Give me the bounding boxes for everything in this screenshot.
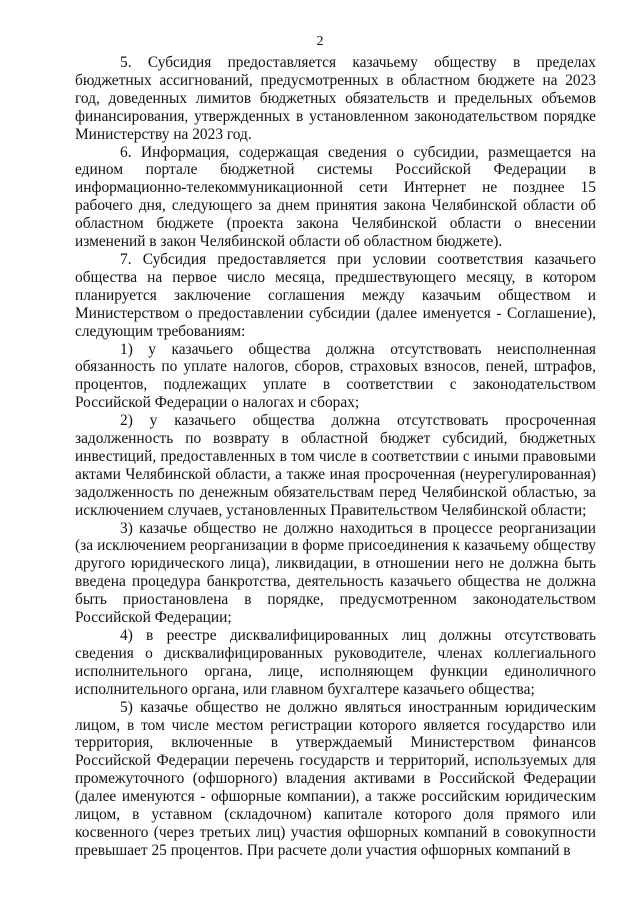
paragraph-item-6-information: 6. Информация, содержащая сведения о субсидии, размещается на едином портале бюджетной системы Российской Федерации в информационно-телекоммуникационной сети Интернет не позднее 15 рабочего дня, следующего за днем принятия закона Челябинской области об областном бюджете (проекта закона Челябинской области о внесении изменений в закон Челябинской области об областном бюджете). bbox=[75, 143, 596, 251]
requirement-5-foreign-entity: 5) казачье общество не должно являться иностранным юридическим лицом, в том числе местом регистрации которого является государство или территория, включенные в утверждаемый Министерством финансов Российской Федерации перечень государств и территорий, используемых для промежуточного (офшорного) владения активами в Российской Федерации (далее именуются - офшорные компании), а также российским юридическим лицом, в уставном (складочном) капитале которого доля прямого или косвенного (через третьих лиц) участия офшорных компаний в совокупности превышает 25 процентов. При расчете доли участия офшорных компаний в bbox=[75, 698, 596, 859]
requirement-1-taxes: 1) у казачьего общества должна отсутствовать неисполненная обязанность по уплате налогов, сборов, страховых взносов, пеней, штрафов, процентов, подлежащих уплате в соответствии с законодательством Российской Федерации о налогах и сборах; bbox=[75, 340, 596, 412]
paragraph-item-5-budget: 5. Субсидия предоставляется казачьему обществу в пределах бюджетных ассигнований, предусмотренных в областном бюджете на 2023 год, доведенных лимитов бюджетных обязательств и предельных объемов финансирования, утвержденных в установленном законодательством порядке Министерству на 2023 год. bbox=[75, 54, 596, 143]
requirement-2-debt: 2) у казачьего общества должна отсутствовать просроченная задолженность по возврату в областной бюджет субсидий, бюджетных инвестиций, предоставленных в том числе в соответствии с иными правовыми актами Челябинской области, а также иная просроченная (неурегулированная) задолженность по денежным обязательствам перед Челябинской областью, за исключением случаев, установленных Правительством Челябинской области; bbox=[75, 412, 596, 519]
requirement-3-reorganization: 3) казачье общество не должно находиться в процессе реорганизации (за исключением реорганизации в форме присоединения к казачьему обществу другого юридического лица), ликвидации, в отношении него не должна быть введена процедура банкротства, деятельность казачьего общества не должна быть приостановлена в порядке, предусмотренном законодательством Российской Федерации; bbox=[75, 519, 596, 627]
paragraph-item-7-conditions: 7. Субсидия предоставляется при условии соответствия казачьего общества на первое число месяца, предшествующего месяцу, в котором планируется заключение соглашения между казачьим обществом и Министерством о предоставлении субсидии (далее именуется - Соглашение), следующим требованиям: bbox=[75, 250, 596, 340]
document-body bbox=[75, 54, 596, 860]
page-number: 2 bbox=[316, 34, 324, 49]
requirement-4-disqualified: 4) в реестре дисквалифицированных лиц должны отсутствовать сведения о дисквалифицированных руководителе, членах коллегиального исполнительного органа, лице, исполняющем функции единоличного исполнительного органа, или главном бухгалтере казачьего общества; bbox=[75, 627, 596, 698]
